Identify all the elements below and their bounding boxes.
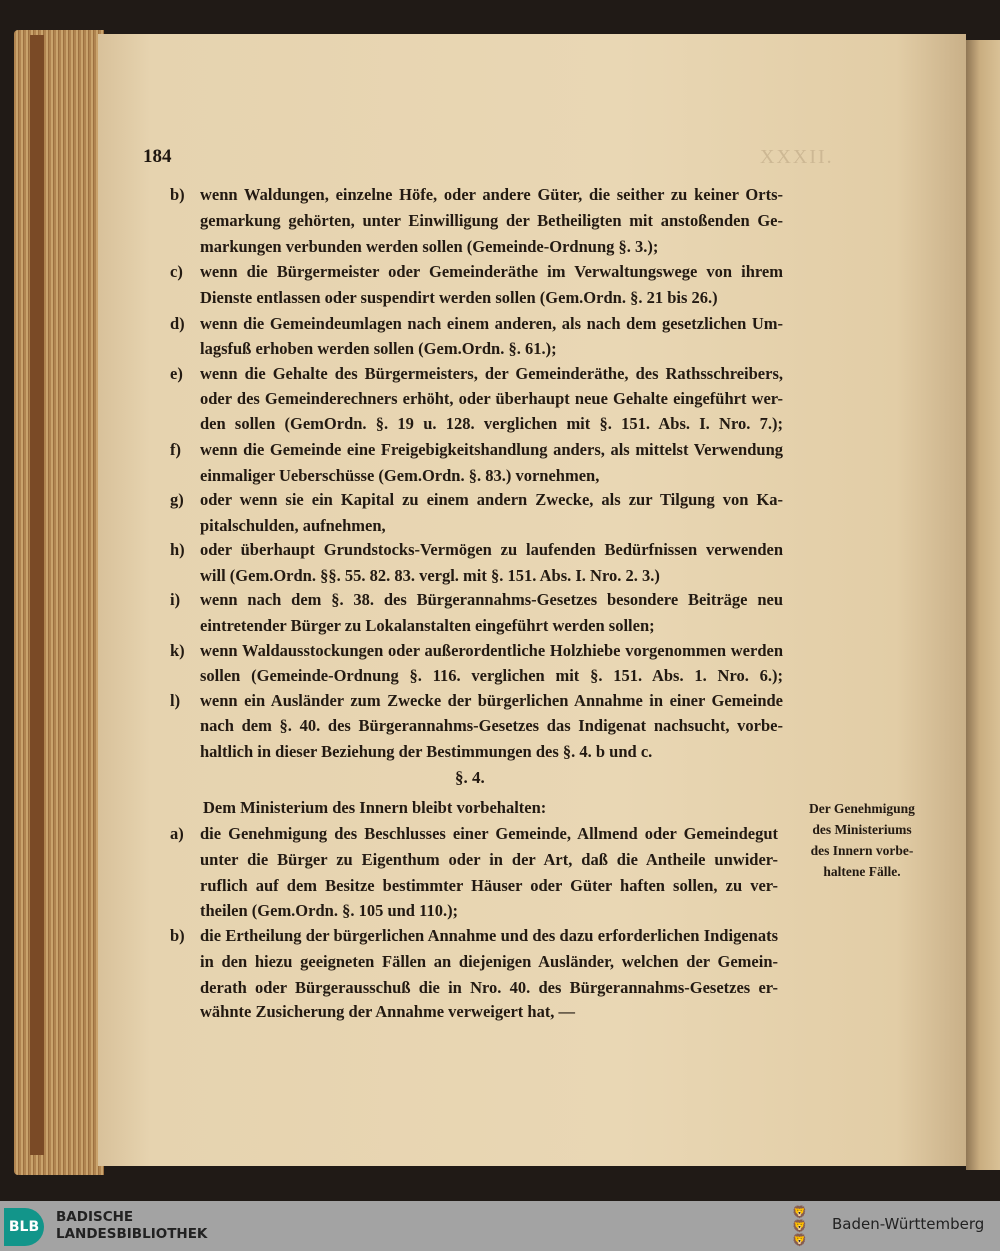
footer-bar [0, 1201, 1000, 1251]
text-line: ruflich auf dem Besitze bestimmter Häuser oder Güter haften sollen, zu ver- [200, 876, 778, 895]
margin-note-line: des Ministeriums [812, 822, 912, 837]
bw-name[interactable]: Baden-Württemberg [832, 1215, 985, 1233]
item-label: d) [170, 314, 185, 333]
text-line: wähnte Zusicherung der Annahme verweigert hat, — [200, 1002, 576, 1021]
text-line: oder wenn sie ein Kapital zu einem andern Zwecke, als zur Tilgung von Ka- [200, 490, 783, 509]
margin-note [792, 798, 932, 882]
text-line: gemarkung gehörten, unter Einwilligung der Betheiligten mit anstoßenden Ge- [200, 211, 783, 230]
text-line: derath oder Bürgerausschuß die in Nro. 40. des Bürgerannahms-Gesetzes er- [200, 978, 778, 997]
book-binding [30, 35, 44, 1155]
margin-note-line: haltene Fälle. [823, 864, 901, 879]
text-line: die Genehmigung des Beschlusses einer Gemeinde, Allmend oder Gemeindegut [200, 824, 778, 843]
text-line: den sollen (GemOrdn. §. 19 u. 128. verglichen mit §. 151. Abs. I. Nro. 7.); [200, 414, 783, 433]
text-line: markungen verbunden werden sollen (Gemeinde-Ordnung §. 3.); [200, 237, 659, 256]
item-label: e) [170, 364, 183, 383]
text-line: will (Gem.Ordn. §§. 55. 82. 83. vergl. mit §. 151. Abs. I. Nro. 2. 3.) [200, 566, 660, 585]
text-line: theilen (Gem.Ordn. §. 105 und 110.); [200, 901, 459, 920]
text-line: wenn die Gemeinde eine Freigebigkeitshandlung anders, als mittelst Verwendung [200, 440, 783, 459]
item-label: k) [170, 641, 185, 660]
facing-page-edge [966, 40, 1000, 1170]
text-line: die Ertheilung der bürgerlichen Annahme und des dazu erforderlichen Indigenats [200, 926, 778, 945]
item-label: l) [170, 691, 181, 710]
text-line: pitalschulden, aufnehmen, [200, 516, 386, 535]
bleed-through-header: XXXII. [760, 146, 834, 168]
text-line: wenn die Gemeindeumlagen nach einem anderen, als nach dem gesetzlichen Um- [200, 314, 783, 333]
text-line: sollen (Gemeinde-Ordnung §. 116. verglichen mit §. 151. Abs. 1. Nro. 6.); [200, 666, 783, 685]
item-label: i) [170, 590, 181, 609]
blb-logo[interactable]: BLB [4, 1208, 44, 1246]
blb-name[interactable] [56, 1209, 207, 1243]
book-page-edges [14, 30, 104, 1175]
text-line: haltlich in dieser Beziehung der Bestimmungen des §. 4. b und c. [200, 742, 653, 761]
text-line: Dem Ministerium des Innern bleibt vorbehalten: [203, 798, 547, 817]
text-line: wenn die Bürgermeister oder Gemeinderäthe im Verwaltungswege von ihrem [200, 262, 783, 281]
text-line: oder überhaupt Grundstocks-Vermögen zu laufenden Bedürfnissen verwenden [200, 540, 783, 559]
text-line: oder des Gemeinderechners erhöht, oder überhaupt neue Gehalte eingeführt wer- [200, 389, 783, 408]
text-line: unter die Bürger zu Eigenthum oder in der Art, daß die Antheile unwider- [200, 850, 778, 869]
margin-note-line: des Innern vorbe- [810, 843, 914, 858]
text-line: wenn Waldungen, einzelne Höfe, oder andere Güter, die seither zu keiner Orts- [200, 185, 783, 204]
item-label: c) [170, 262, 183, 281]
blb-name-line: LANDESBIBLIOTHEK [56, 1226, 208, 1242]
text-line: eintretender Bürger zu Lokalanstalten eingeführt werden sollen; [200, 616, 655, 635]
item-label: h) [170, 540, 185, 559]
blb-name-line: BADISCHE [56, 1209, 134, 1225]
text-line: wenn ein Ausländer zum Zwecke der bürgerlichen Annahme in einer Gemeinde [200, 691, 783, 710]
text-line: lagsfuß erhoben werden sollen (Gem.Ordn. §. 61.); [200, 339, 557, 358]
text-line: nach dem §. 40. des Bürgerannahms-Gesetzes das Indigenat nachsucht, vorbe- [200, 716, 783, 735]
text-line: wenn Waldausstockungen oder außerordentliche Holzhiebe vorgenommen werden [200, 641, 783, 660]
page-number: 184 [143, 146, 172, 167]
bw-lion-crest-icon: 🦁 🦁 🦁 [792, 1205, 807, 1247]
text-line: Dienste entlassen oder suspendirt werden sollen (Gem.Ordn. §. 21 bis 26.) [200, 288, 718, 307]
text-line: einmaliger Ueberschüsse (Gem.Ordn. §. 83.) vornehmen, [200, 466, 600, 485]
section-heading: §. 4. [455, 768, 485, 787]
item-label: g) [170, 490, 184, 509]
text-line: wenn nach dem §. 38. des Bürgerannahms-Gesetzes besondere Beiträge neu [200, 590, 783, 609]
margin-note-line: Der Genehmigung [809, 801, 915, 816]
text-line: wenn die Gehalte des Bürgermeisters, der Gemeinderäthe, des Rathsschreibers, [200, 364, 783, 383]
text-line: in den hiezu geeigneten Fällen an diejenigen Ausländer, welchen der Gemein- [200, 952, 778, 971]
item-label: b) [170, 185, 185, 204]
item-label: b) [170, 926, 185, 945]
item-label: f) [170, 440, 181, 459]
item-label: a) [170, 824, 184, 843]
